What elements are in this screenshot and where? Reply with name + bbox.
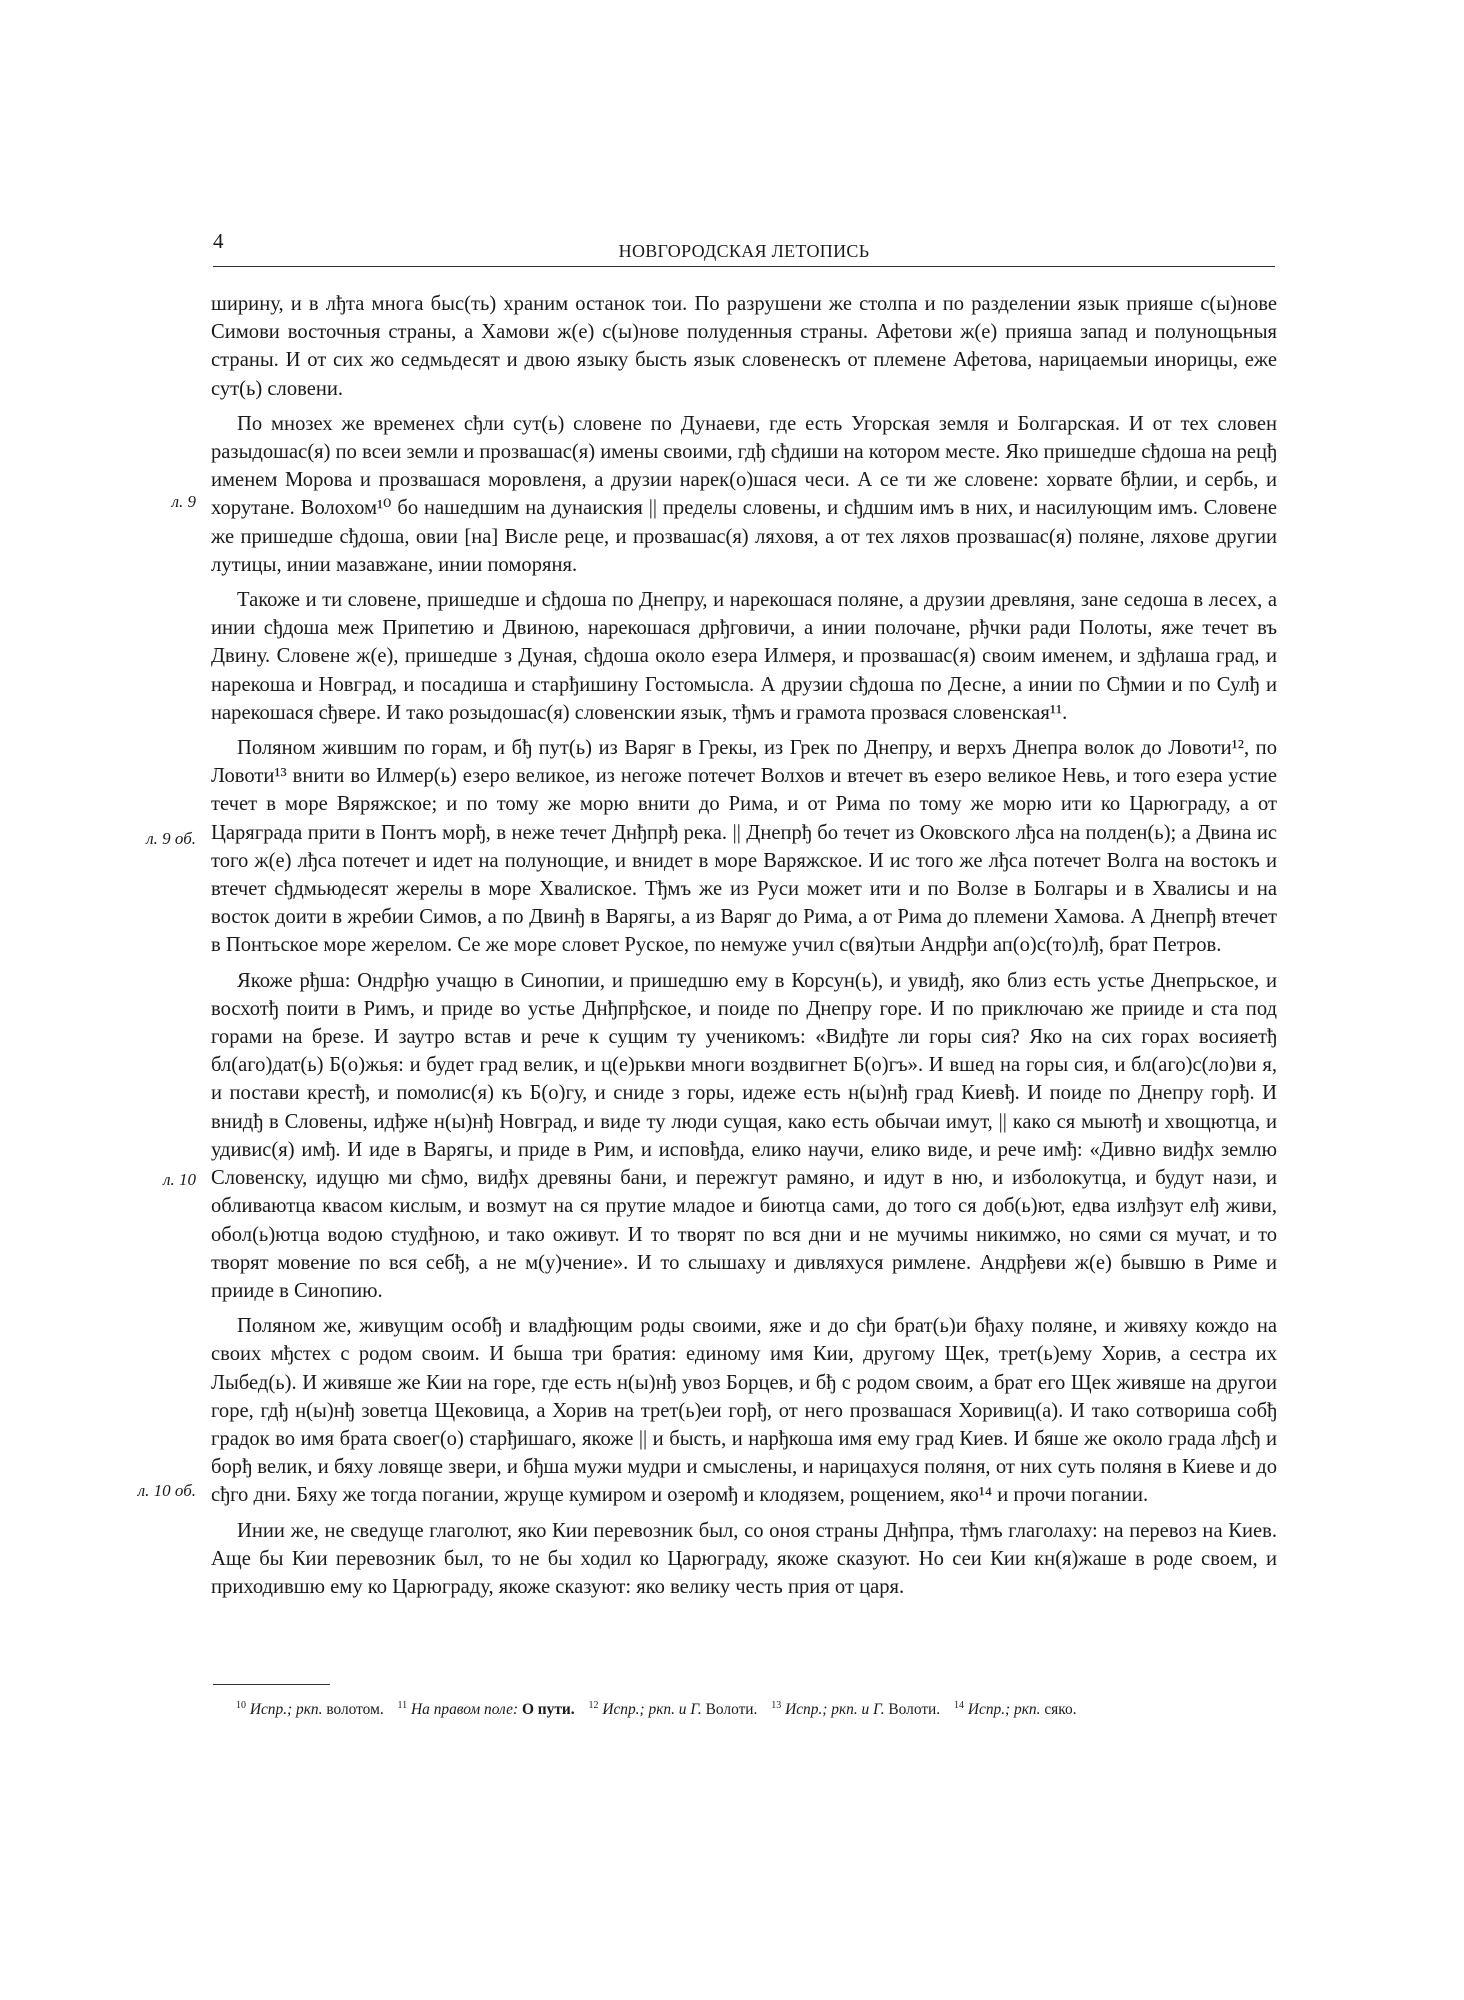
footnote-note: Испр.; ркп. — [249, 1701, 323, 1719]
paragraph-7: Инии же, не сведуще глаголют, яко Кии перевозник был, со оноя страны Днђпра, тђмъ глаголаху: на перевоз на Киев. Аще бы Кии перевозник был, то не бы ходил ко Царюграду, якоже сказуют. Но сеи Кии кн(я)жаше в роде своем, и приходившю ему ко Царюграду, якоже сказуют: яко велику честь прия от царя. — [211, 1519, 1277, 1598]
footnote-text: волотом. — [326, 1701, 384, 1719]
footnote-number: 13 — [771, 1700, 782, 1711]
footnote-number: 10 — [236, 1700, 246, 1711]
footnote-10 — [236, 1701, 384, 1718]
footnote-number: 11 — [397, 1700, 408, 1711]
footnote-13 — [771, 1701, 940, 1718]
footnote-rule — [213, 1684, 330, 1685]
paragraph-4: Поляном жившим по горам, и бђ пут(ь) из Варяг в Грекы, из Грек по Днепру, и верхъ Днепра волок до Ловоти¹², по Ловоти¹³ внити во Илмер(ь) езеро великое, из негоже потечет Волхов и втечет въ езеро великое Невь, и того езера устие течет в море Вяряжское; и по тому же морю внити до Рима, и от Рима по тому же морю ити ко Царюграду, а от Царяграда прити в Понтъ морђ, в неже течет Днђпрђ река. || Днепрђ бо течет из Оковского лђса на полден(ь); а Двина ис того ж(е) лђса потечет и идет на полунощие, и внидет в море Варяжское. И ис того же лђса потечет Волга на востокъ и втечет сђдмьюдесят жерелы в море Хвалиское. Тђмъ же из Руси может ити и по Волзе в Болгары и в Хвалисы и на восток доити в жребии Симов, а по Двинђ в Варягы, а из Варяг до Рима, а от Рима до племени Хамова. А Днепрђ втечет в Понтьское море жерелом. Се же море словет Руское, по немуже учил с(вя)тыи Андрђи ап(о)с(то)лђ, брат Петров. — [211, 737, 1277, 957]
page-number: 4 — [213, 229, 224, 253]
margin-note-folio-10: л. 10 — [163, 1170, 196, 1189]
paragraph-6: Поляном же, живущим особђ и владђющим роды своими, яже и до сђи брат(ь)и бђаху поляне, и живяху кождо на своих мђстех с родом своим. И быша три братия: единому имя Кии, другому Щек, трет(ь)ему Хорив, а сестра их Лыбед(ь). И живяше же Кии на горе, где есть н(ы)нђ увоз Борцев, и бђ с родом своим, а брат его Щек живяше на другои горе, гдђ н(ы)нђ зоветца Щековица, а Хорив на трет(ь)еи горђ, от него прозвашася Хоривиц(а). И тако сотвориша собђ градок во имя брата своег(о) старђишаго, якоже || и бысть, и нарђкоша имя ему град Киев. И бяше же около града лђсђ и борђ велик, и бяху ловяще звери, и бђша мужи мудри и смыслены, и нарицахуся поляня, от них суть поляня в Киеве и до сђго дни. Бяху же тогда погании, жруще кумиром и озеромђ и клодязем, рощением, яко¹⁴ и прочи погании. — [211, 1315, 1277, 1507]
footnote-note: Испр.; ркп. — [967, 1701, 1041, 1719]
main-text — [211, 290, 1277, 1608]
footnote-note: Испр.; ркп. и Г. — [785, 1701, 885, 1719]
margin-note-folio-10-verso: л. 10 об. — [137, 1481, 196, 1500]
paragraph-2: По мнозех же временех сђли сут(ь) словене по Дунаеви, где есть Угорская земля и Болгарская. И от тех словен разыдошас(я) по всеи земли и прозвашас(я) имены своими, гдђ сђдиши на котором месте. Яко пришедше сђдоша на рецђ именем Морова и прозвашася моровленя, а друзии нарек(о)шася чеси. А се ти же словене: хорвате бђлии, и сербь, и хорутане. Волохом¹⁰ бо нашедшим на дунаиския || пределы словены, и сђдшим имъ в них, и насилующим имъ. Словене же пришедше сђдоша, овии [на] Висле реце, и прозвашас(я) ляховя, а от тех ляхов прозвашас(я) поляне, ляхове другии лутицы, инии мазавжане, инии поморяня. — [211, 412, 1277, 576]
footnote-14 — [954, 1701, 1076, 1718]
footnote-number: 12 — [588, 1700, 599, 1711]
paragraph-3: Такоже и ти словене, пришедше и сђдоша по Днепру, и нарекошася поляне, а друзии древляня, зане седоша в лесех, а инии сђдоша меж Припетию и Двиною, нарекошася дрђговичи, а инии полочане, рђчки ради Полоты, яже течет въ Двину. Словене ж(е), пришедше з Дуная, сђдоша около езера Илмеря, и прозвашас(я) своим именем, и здђлаша град, и нарекоша и Новград, и посадиша и старђишину Гостомысла. А друзии сђдоша по Десне, а инии по Сђмии и по Сулђ и нарекошася сђвере. И тако розыдошас(я) словенскии язык, тђмъ и грамота прозвася словенская¹¹. — [211, 589, 1277, 724]
footnote-note: На правом поле: — [411, 1701, 519, 1719]
running-title: НОВГОРОДСКАЯ ЛЕТОПИСЬ — [213, 241, 1275, 267]
footnote-text: Волоти. — [705, 1701, 758, 1719]
footnote-number: 14 — [954, 1700, 965, 1711]
footnote-note: Испр.; ркп. и Г. — [602, 1701, 702, 1719]
paragraph-1: ширину, и в лђта многа быс(ть) храним останок тои. По разрушени же столпа и по разделении язык прияше с(ы)нове Симови восточныя страны, а Хамови ж(е) с(ы)нове полуденныя страны. Афетови ж(е) прияша запад и полунощьныя страны. И от сих жо седмьдесят и двою языку бысть язык словенескъ от племене Афетова, нарицаемыи инорицы, еже сут(ь) словени. — [211, 293, 1277, 400]
footnote-text: Волоти. — [888, 1701, 941, 1719]
margin-note-folio-9-verso: л. 9 об. — [146, 829, 196, 848]
footnote-text: сяко. — [1044, 1701, 1077, 1719]
footnote-text: О пути. — [521, 1701, 575, 1719]
footnote-12 — [588, 1701, 757, 1718]
paragraph-5: Якоже рђша: Ондрђю учащю в Синопии, и пришедшю ему в Корсун(ь), и увидђ, яко близ есть устье Днепрьское, и восхотђ поити в Римъ, и приде во устье Днђпрђское, и поиде по Днепру горе. И по приключаю же прииде и ста под горами на брезе. И заутро встав и рече к сущим ту ученикомъ: «Видђте ли горы сия? Яко на сих горах восияетђ бл(аго)дат(ь) Б(о)жья: и будет град велик, и ц(е)рькви многи воздвигнет Б(о)гъ». И вшед на горы сия, и бл(аго)с(ло)ви я, и постави крестђ, и помолис(я) къ Б(о)гу, и сниде з горы, идеже есть н(ы)нђ град Киевђ. И поиде по Днепру горђ. И внидђ в Словены, идђже н(ы)нђ Новград, и виде ту люди сущая, како есть обычаи имут, || како ся мыютђ и хвощютца, и удивис(я) имђ. И иде в Варягы, и приде в Рим, и исповђда, елико научи, елико виде, и рече имђ: «Дивно видђх землю Словенску, идущю ми сђмо, видђх древяны бани, и пережгут рамяно, и идут в ню, и изболокутца, и будут нази, и обливаютца квасом кислым, и возмут на ся прутие младое и биютца сами, до того ся доб(ь)ют, едва излђзут елђ живи, обол(ь)ютца водою студђною, и тако оживут. И то творят по вся дни и не мучимы никимжо, но сями ся мучат, и то творят мовение по вся себђ, а не м(у)чение». И то слышаху и дивляхуся римлене. Андрђеви ж(е) бывшю в Риме и прииде в Синопию. — [211, 969, 1277, 1302]
footnote-11 — [398, 1701, 575, 1718]
margin-note-folio-9: л. 9 — [171, 492, 196, 511]
footnotes — [236, 1696, 1276, 1720]
